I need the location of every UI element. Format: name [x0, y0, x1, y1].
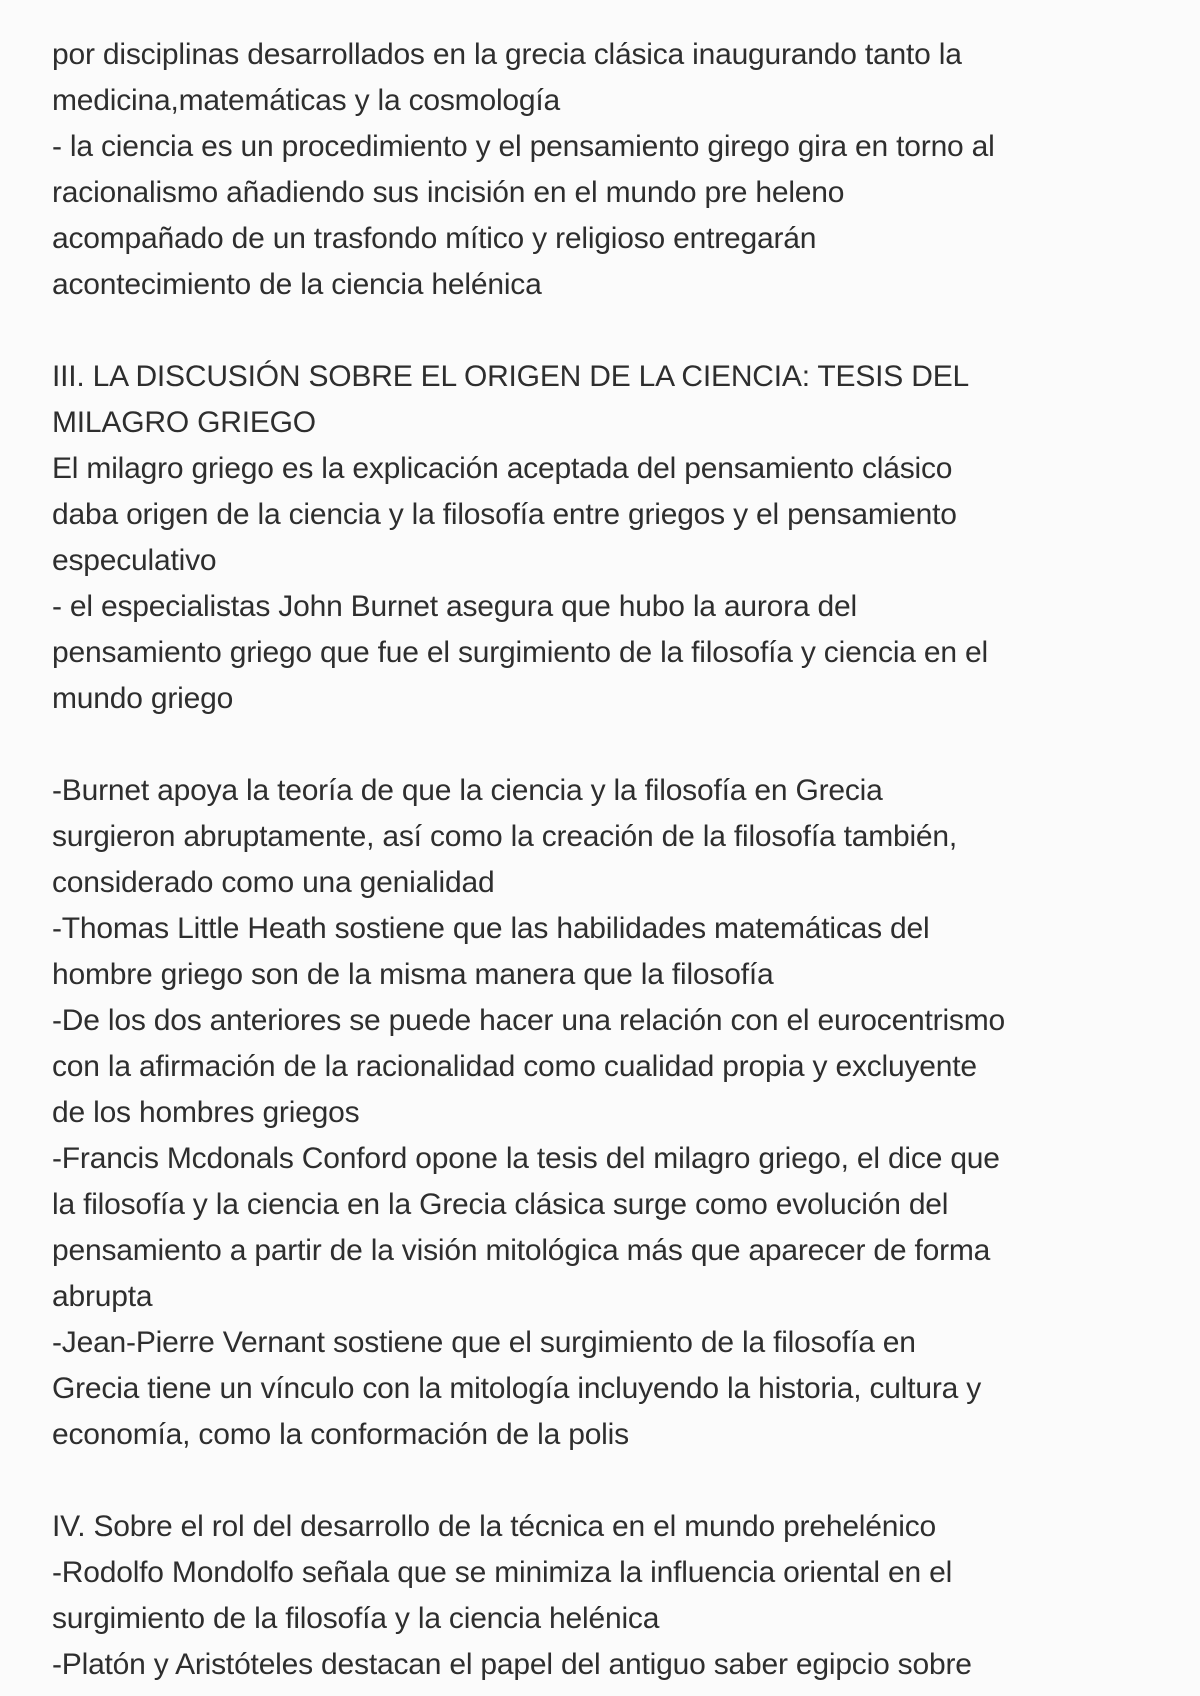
bullet-platon-aristoteles	[52, 1642, 1170, 1688]
text-line: daba origen de la ciencia y la filosofía entre griegos y el pensamiento	[52, 498, 957, 531]
text-line: racionalismo añadiendo sus incisión en el mundo pre heleno	[52, 176, 845, 209]
text-line: - la ciencia es un procedimiento y el pensamiento girego gira en torno al	[52, 130, 995, 163]
text-line: abrupta	[52, 1280, 153, 1313]
bullet-jean-pierre-vernant	[52, 1320, 1170, 1458]
heading-section-3	[52, 354, 1170, 446]
text-line: acompañado de un trasfondo mítico y religioso entregarán	[52, 222, 817, 255]
text-line: -De los dos anteriores se puede hacer una relación con el eurocentrismo	[52, 1004, 1006, 1037]
intro-paragraph	[52, 32, 1170, 124]
text-line: -Jean-Pierre Vernant sostiene que el surgimiento de la filosofía en	[52, 1326, 916, 1359]
text-line: -Francis Mcdonals Conford opone la tesis del milagro griego, el dice que	[52, 1142, 1000, 1175]
text-line: Grecia tiene un vínculo con la mitología incluyendo la historia, cultura y	[52, 1372, 982, 1405]
text-line: la filosofía y la ciencia en la Grecia clásica surge como evolución del	[52, 1188, 949, 1221]
text-line: economía, como la conformación de la polis	[52, 1418, 629, 1451]
text-line: pensamiento a partir de la visión mitológica más que aparecer de forma	[52, 1234, 991, 1267]
text-line: surgieron abruptamente, así como la creación de la filosofía también,	[52, 820, 958, 853]
text-line: -Rodolfo Mondolfo señala que se minimiza la influencia oriental en el	[52, 1556, 953, 1589]
text-line: -Thomas Little Heath sostiene que las habilidades matemáticas del	[52, 912, 930, 945]
bullet-eurocentrismo	[52, 998, 1170, 1136]
text-line: -Platón y Aristóteles destacan el papel del antiguo saber egipcio sobre	[52, 1648, 972, 1681]
text-line: -Burnet apoya la teoría de que la ciencia y la filosofía en Grecia	[52, 774, 883, 807]
bullet-francis-conford	[52, 1136, 1170, 1320]
text-line: pensamiento griego que fue el surgimiento de la filosofía y ciencia en el	[52, 636, 988, 669]
text-line: hombre griego son de la misma manera que la filosofía	[52, 958, 774, 991]
text-line: acontecimiento de la ciencia helénica	[52, 268, 542, 301]
bullet-thomas-little-heath	[52, 906, 1170, 998]
section-heading-line: IV. Sobre el rol del desarrollo de la técnica en el mundo prehelénico	[52, 1510, 936, 1543]
section-heading-line: MILAGRO GRIEGO	[52, 406, 316, 439]
text-line: con la afirmación de la racionalidad como cualidad propia y excluyente	[52, 1050, 977, 1083]
text-line: de los hombres griegos	[52, 1096, 360, 1129]
section-heading-line: III. LA DISCUSIÓN SOBRE EL ORIGEN DE LA CIENCIA: TESIS DEL	[52, 360, 970, 393]
text-line: medicina,matemáticas y la cosmología	[52, 84, 561, 117]
bullet-rodolfo-mondolfo	[52, 1550, 1170, 1642]
text-line: mundo griego	[52, 682, 234, 715]
bullet-burnet-teoria	[52, 768, 1170, 906]
paragraph-milagro-griego	[52, 446, 1170, 584]
text-line: - el especialistas John Burnet asegura que hubo la aurora del	[52, 590, 857, 623]
text-line: El milagro griego es la explicación aceptada del pensamiento clásico	[52, 452, 953, 485]
text-line: considerado como una genialidad	[52, 866, 495, 899]
heading-section-4	[52, 1504, 1170, 1550]
text-line: surgimiento de la filosofía y la ciencia helénica	[52, 1602, 660, 1635]
bullet-ciencia-procedimiento	[52, 124, 1170, 308]
text-line: por disciplinas desarrollados en la grecia clásica inaugurando tanto la	[52, 38, 962, 71]
text-line: especulativo	[52, 544, 217, 577]
bullet-john-burnet	[52, 584, 1170, 722]
